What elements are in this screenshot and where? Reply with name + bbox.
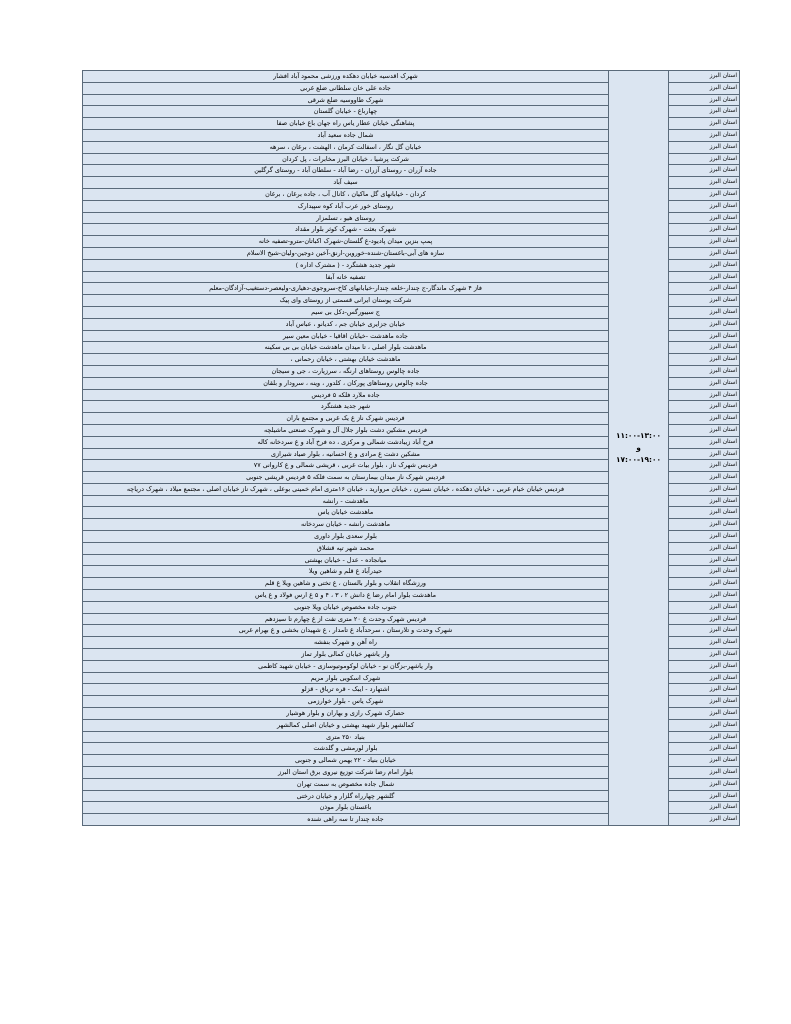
- province-cell: استان البرز: [669, 743, 740, 755]
- area-cell: پمپ بنزین میدان پادیود-غ گلستان-شهرک اکباتان-مترو-تصفیه خانه: [83, 236, 609, 248]
- area-cell: شرکت پوستان ایرانی قسمتی از روستای وای پیک: [83, 295, 609, 307]
- area-cell: فردیس مشکین دشت بلوار جلال آل و شهرک صنعتی ماشیلچه: [83, 424, 609, 436]
- province-cell: استان البرز: [669, 271, 740, 283]
- province-cell: استان البرز: [669, 82, 740, 94]
- area-cell: بلوار لورمشی و گلدشت: [83, 743, 609, 755]
- area-cell: ماهدشت بلوار اصلی ، تا میدان ماهدشت خیابان بی بی سکینه: [83, 342, 609, 354]
- table-row: [83, 71, 740, 83]
- province-cell: استان البرز: [669, 94, 740, 106]
- area-cell: ماهدشت خیابان یاس: [83, 507, 609, 519]
- area-cell: شمال جاده مخصوص به سمت تهران: [83, 778, 609, 790]
- area-cell: وار یاشهر خیابان کمالی بلوار تماز: [83, 649, 609, 661]
- province-cell: استان البرز: [669, 306, 740, 318]
- area-cell: شهر جدید هشتگرد - ( مشترک اداره ): [83, 259, 609, 271]
- province-cell: استان البرز: [669, 472, 740, 484]
- area-cell: جنوب جاده مخصوص خیابان ویلا جنوبی: [83, 601, 609, 613]
- area-cell: روستای خور عرب آباد کوه سپیدارک: [83, 200, 609, 212]
- province-cell: استان البرز: [669, 649, 740, 661]
- province-cell: استان البرز: [669, 283, 740, 295]
- province-cell: استان البرز: [669, 247, 740, 259]
- province-cell: استان البرز: [669, 672, 740, 684]
- province-cell: استان البرز: [669, 330, 740, 342]
- province-cell: استان البرز: [669, 731, 740, 743]
- area-cell: فردیس شهرک وحدت غ ۲۰ متری نفت از غ چهارم تا سیزدهم: [83, 613, 609, 625]
- outage-schedule-table: [82, 70, 740, 826]
- area-cell: باغستان بلوار موذن: [83, 802, 609, 814]
- province-cell: استان البرز: [669, 578, 740, 590]
- province-cell: استان البرز: [669, 495, 740, 507]
- area-cell: شهرک وحدت و تلارستان ، سرحدآباد غ تامدار ، غ شهیدان بخشی و غ بهرام غربی: [83, 625, 609, 637]
- province-cell: استان البرز: [669, 212, 740, 224]
- province-cell: استان البرز: [669, 413, 740, 425]
- area-cell: شهرک اقدسیه خیابان دهکده ورزشی محمود آباد افشار: [83, 71, 609, 83]
- area-cell: جاده چالوس روستاهای ارنگه ، سرزیارت ، جی و سیجان: [83, 365, 609, 377]
- area-cell: مشکین دشت غ مرادی و غ احسانیه ، بلوار صیاد شیرازی: [83, 448, 609, 460]
- province-cell: استان البرز: [669, 436, 740, 448]
- area-cell: اشتهارد - ایبک - قره تریاق - قزلو: [83, 684, 609, 696]
- area-cell: کردان - خیابانهای گل ماکیان ، کانال آب ، جاده برغان ، برغان: [83, 188, 609, 200]
- time-slot-cell: [609, 71, 669, 826]
- province-cell: استان البرز: [669, 71, 740, 83]
- province-cell: استان البرز: [669, 625, 740, 637]
- province-cell: استان البرز: [669, 696, 740, 708]
- province-cell: استان البرز: [669, 590, 740, 602]
- province-cell: استان البرز: [669, 531, 740, 543]
- area-cell: روستای هیو ، تسلمزار: [83, 212, 609, 224]
- area-cell: محمد شهر تپه قشلاق: [83, 542, 609, 554]
- area-cell: بنیاد ۲۵۰ متری: [83, 731, 609, 743]
- area-cell: خیابان جزایری خیابان جم ، کدیانو ، عباس آباد: [83, 318, 609, 330]
- area-cell: جاده علی خان سلطانی ضلع غربی: [83, 82, 609, 94]
- area-cell: ماهدشت بلوار امام رضا غ دانش ۲ ، ۳ ، ۴ و ۵ غ ارس فولاد و غ یاس: [83, 590, 609, 602]
- province-cell: استان البرز: [669, 814, 740, 826]
- province-cell: استان البرز: [669, 637, 740, 649]
- province-cell: استان البرز: [669, 259, 740, 271]
- province-cell: استان البرز: [669, 708, 740, 720]
- time-slot-line3: ۱۷:۰۰-۱۹:۰۰: [615, 455, 662, 464]
- province-cell: استان البرز: [669, 342, 740, 354]
- area-cell: وار یاشهر-بزگان نو - خیابان لوکوموتیوسازی - خیابان شهید کاظمی: [83, 660, 609, 672]
- province-cell: استان البرز: [669, 719, 740, 731]
- province-cell: استان البرز: [669, 601, 740, 613]
- province-cell: استان البرز: [669, 295, 740, 307]
- province-cell: استان البرز: [669, 106, 740, 118]
- province-cell: استان البرز: [669, 542, 740, 554]
- area-cell: بلوار سعدی بلوار داوری: [83, 531, 609, 543]
- area-cell: جاده ملارد فلکه ۵ فردیس: [83, 389, 609, 401]
- time-slot-line1: ۱۱:۰۰-۱۳:۰۰: [615, 431, 662, 440]
- area-cell: حصارک شهرک رازی و بهاران و بلوار هوشیار: [83, 708, 609, 720]
- area-cell: جاده آزران - روستای آزران - رضا آباد - سلطان آباد - روستای گرگلین: [83, 165, 609, 177]
- area-cell: شهرک طاووسیه ضلع شرقی: [83, 94, 609, 106]
- area-cell: فردیس شهرک ناز غ یک غربی و مجتمع باران: [83, 413, 609, 425]
- area-cell: ماهدشت - رانشه: [83, 495, 609, 507]
- province-cell: استان البرز: [669, 613, 740, 625]
- province-cell: استان البرز: [669, 177, 740, 189]
- area-cell: ماهدشت رانشه - خیابان سردخانه: [83, 519, 609, 531]
- area-cell: سیف آباد: [83, 177, 609, 189]
- area-cell: شهر جدید هشتگرد: [83, 401, 609, 413]
- province-cell: استان البرز: [669, 755, 740, 767]
- area-cell: گلشهر چهارراه گلزار و خیابان درختی: [83, 790, 609, 802]
- province-cell: استان البرز: [669, 200, 740, 212]
- area-cell: جاده ماهدشت -خیابان اقاقیا - خیابان معین سیر: [83, 330, 609, 342]
- province-cell: استان البرز: [669, 389, 740, 401]
- province-cell: استان البرز: [669, 767, 740, 779]
- area-cell: شمال جاده سعید آباد: [83, 129, 609, 141]
- area-cell: چهارباغ - خیابان گلستان: [83, 106, 609, 118]
- province-cell: استان البرز: [669, 566, 740, 578]
- area-cell: فردیس شهرک ناز میدان بیمارستان به سمت فلکه ۵ فردیس قریشی جنوبی: [83, 472, 609, 484]
- province-cell: استان البرز: [669, 118, 740, 130]
- province-cell: استان البرز: [669, 129, 740, 141]
- area-cell: شرکت پرشیا ، خیابان البرز مخابرات ، پل کردان: [83, 153, 609, 165]
- area-cell: جاده چالوس روستاهای پورکان ، کلدور ، وینه ، سرودار و بلقان: [83, 377, 609, 389]
- area-cell: فاز ۴ شهرک ماندگار-ج چندار-خلعه چندار-خیابانهای کاخ-سروجوی-دهیاری-ولیعصر-دستغیب-آزادگان-معلم: [83, 283, 609, 295]
- table-body: [83, 71, 740, 826]
- area-cell: ورزشگاه انقلاب و بلوار بالستان ، غ تختی و شاهین ویلا غ قلم: [83, 578, 609, 590]
- area-cell: فردیس شهرک ناز ، بلوار بیات غربی ، قریشی شمالی و غ کاروانی ۷۷: [83, 460, 609, 472]
- province-cell: استان البرز: [669, 188, 740, 200]
- area-cell: سازه های آبی-باغستان-شنده-خوروین-ارنق-آخین دوجین-ولیان-شیخ الاسلام: [83, 247, 609, 259]
- province-cell: استان البرز: [669, 483, 740, 495]
- area-cell: پشاهنگی خیابان عطار یاس راه جهان باغ خیابان صفا: [83, 118, 609, 130]
- area-cell: راه آهن و شهرک بنفشه: [83, 637, 609, 649]
- area-cell: جاده چندار تا سه راهی شنده: [83, 814, 609, 826]
- time-slot-line2: و: [636, 443, 641, 452]
- area-cell: حیدرآباد غ قلم و شاهین ویلا: [83, 566, 609, 578]
- province-cell: استان البرز: [669, 141, 740, 153]
- area-cell: خیابان بنیاد - ۲۲ بهمن شمالی و جنوبی: [83, 755, 609, 767]
- province-cell: استان البرز: [669, 165, 740, 177]
- area-cell: شهرک بعثت - شهرک کوثر بلوار مقداد: [83, 224, 609, 236]
- province-cell: استان البرز: [669, 224, 740, 236]
- province-cell: استان البرز: [669, 507, 740, 519]
- province-cell: استان البرز: [669, 519, 740, 531]
- province-cell: استان البرز: [669, 365, 740, 377]
- area-cell: ماهدشت خیابان بهشتی ، خیابان رحمانی ،: [83, 354, 609, 366]
- area-cell: شهرک اسکویی بلوار مریم: [83, 672, 609, 684]
- province-cell: استان البرز: [669, 354, 740, 366]
- area-cell: کمالشهر بلوار شهید بهشتی و خیابان اصلی کمالشهر: [83, 719, 609, 731]
- province-cell: استان البرز: [669, 660, 740, 672]
- area-cell: ج سیبورگس-دکل بی سیم: [83, 306, 609, 318]
- area-cell: تصفیه خانه آبفا: [83, 271, 609, 283]
- province-cell: استان البرز: [669, 424, 740, 436]
- area-cell: میانجاده - عدل - خیابان بهشتی: [83, 554, 609, 566]
- province-cell: استان البرز: [669, 802, 740, 814]
- province-cell: استان البرز: [669, 153, 740, 165]
- area-cell: شهرک یاس - بلوار خوارزمی: [83, 696, 609, 708]
- province-cell: استان البرز: [669, 778, 740, 790]
- area-cell: بلوار امام رضا شرکت توزیع نیروی برق استان البرز: [83, 767, 609, 779]
- province-cell: استان البرز: [669, 790, 740, 802]
- province-cell: استان البرز: [669, 460, 740, 472]
- area-cell: فردیس خیابان خیام غربی ، خیابان دهکده ، خیابان نسترن ، خیابان مروارید ، خیابان ۱۶متری امام خمینی بوعلی ، شهرک ناز خیابان اصلی ، مجتمع میلاد ، شهرک دریاچه: [83, 483, 609, 495]
- province-cell: استان البرز: [669, 448, 740, 460]
- province-cell: استان البرز: [669, 684, 740, 696]
- area-cell: خیابان گل نگار ، اسفالت کرمان ، الهشت ، برغان ، سرهه: [83, 141, 609, 153]
- province-cell: استان البرز: [669, 318, 740, 330]
- province-cell: استان البرز: [669, 401, 740, 413]
- province-cell: استان البرز: [669, 554, 740, 566]
- area-cell: فرخ آباد زیبادشت شمالی و مرکزی ، ده فرخ آباد و غ سردخانه کاله: [83, 436, 609, 448]
- province-cell: استان البرز: [669, 236, 740, 248]
- province-cell: استان البرز: [669, 377, 740, 389]
